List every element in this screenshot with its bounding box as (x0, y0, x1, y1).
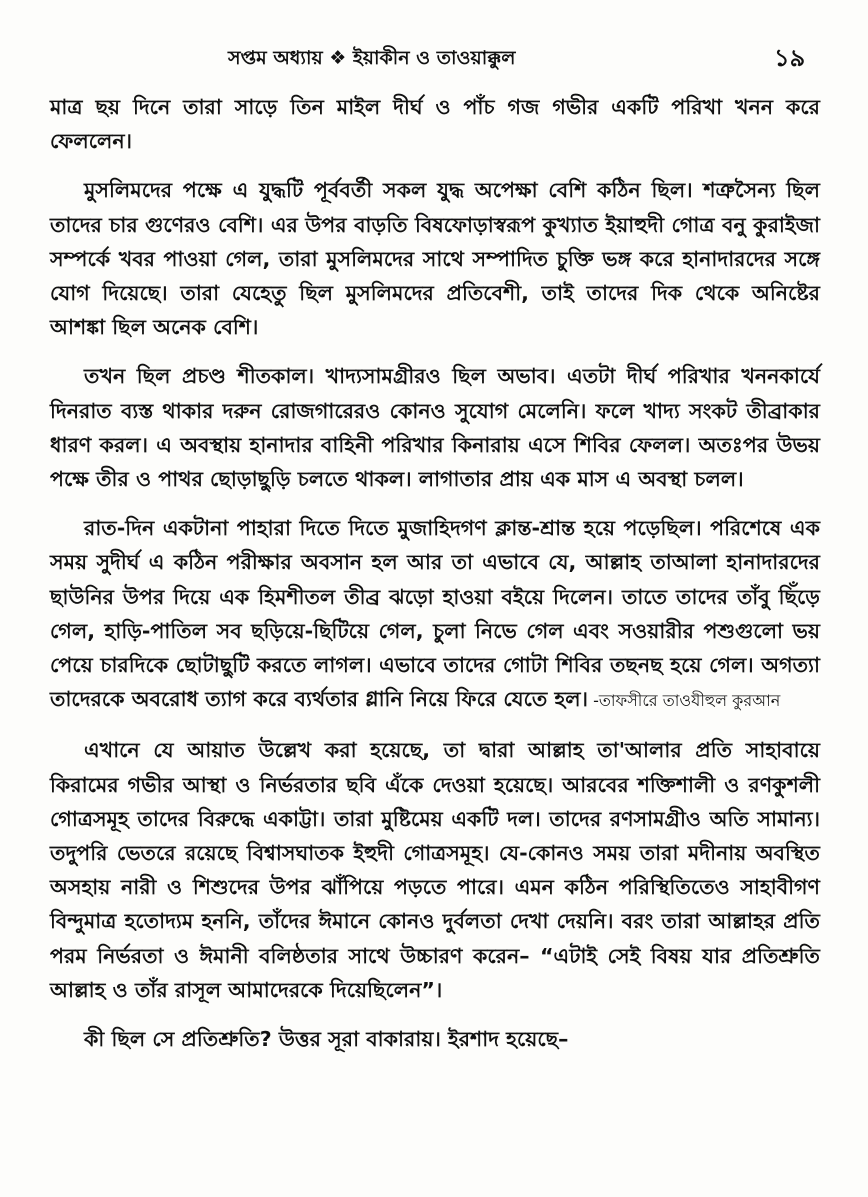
citation-source: -তাফসীরে তাওযীহুল কুরআন (588, 691, 781, 711)
page-number: ১৯ (774, 44, 806, 72)
paragraph-1: মাত্র ছয় দিনে তারা সাড়ে তিন মাইল দীর্ঘ ও পাঁচ গজ গভীর একটি পরিখা খনন করে ফেললেন। (50, 95, 820, 154)
paragraph-5: এখানে যে আয়াত উল্লেখ করা হয়েছে, তা দ্বারা আল্লাহ তা'আলার প্রতি সাহাবায়ে কিরামের গভীর আস্থা ও নির্ভরতার ছবি এঁকে দেওয়া হয়েছে। আরবের শক্তিশালী ও রণকুশলী গোত্রসমূহ তাদের বিরুদ্ধে একাট্টা। তারা মুষ্টিমেয় একটি দল। তাদের রণসামগ্রীও অতি সামান্য। তদুপরি ভেতরে রয়েছে বিশ্বাসঘাতক ইহুদী গোত্রসমূহ। যে-কোনও সময় তারা মদীনায় অবস্থিত অসহায় নারী ও শিশুদের উপর ঝাঁপিয়ে পড়তে পারে। এমন কঠিন পরিস্থিতিতেও সাহাবীগণ বিন্দুমাত্র হতোদ্যম হননি, তাঁদের ঈমানে কোনও দুর্বলতা দেখা দেয়নি। বরং তারা আল্লাহর প্রতি পরম নির্ভরতা ও ঈমানী বলিষ্ঠতার সাথে উচ্চারণ করেন– “এটাই সেই বিষয় যার প্রতিশ্রুতি আল্লাহ ও তাঁর রাসূল আমাদেরকে দিয়েছিলেন”। (50, 738, 820, 1002)
paragraph-4 (50, 511, 820, 718)
body-text (50, 90, 820, 1071)
running-head: সপ্তম অধ্যায় ❖ ইয়াকীন ও তাওয়াক্কুল (228, 47, 516, 69)
paragraph-6: কী ছিল সে প্রতিশ্রুতি? উত্তর সূরা বাকারায়। ইরশাদ হয়েছে– (84, 1027, 569, 1052)
paragraph-3: তখন ছিল প্রচণ্ড শীতকাল। খাদ্যসামগ্রীরও ছিল অভাব। এতটা দীর্ঘ পরিখার খননকার্যে দিনরাত ব্যস্ত থাকার দরুন রোজগারেরও কোনও সুযোগ মেলেনি। ফলে খাদ্য সংকট তীব্রাকার ধারণ করল। এ অবস্থায় হানাদার বাহিনী পরিখার কিনারায় এসে শিবির ফেলল। অতঃপর উভয় পক্ষে তীর ও পাথর ছোড়াছুড়ি চলতে থাকল। লাগাতার প্রায় এক মাস এ অবস্থা চলল। (50, 364, 820, 492)
paragraph-4-text: রাত-দিন একটানা পাহারা দিতে দিতে মুজাহিদগণ ক্লান্ত-শ্রান্ত হয়ে পড়েছিল। পরিশেষে এক সময় সুদীর্ঘ এ কঠিন পরীক্ষার অবসান হল আর তা এভাবে যে, আল্লাহ তাআলা হানাদারদের ছাউনির উপর দিয়ে এক হিমশীতল তীব্র ঝড়ো হাওয়া বইয়ে দিলেন। তাতে তাদের তাঁবু ছিঁড়ে গেল, হাড়ি-পাতিল সব ছড়িয়ে-ছিটিয়ে গেল, চুলা নিভে গেল এবং সওয়ারীর পশুগুলো ভয় পেয়ে চারদিকে ছোটাছুটি করতে লাগল। এভাবে তাদের গোটা শিবির তছনছ হয়ে গেল। অগত্যা তাদেরকে অবরোধ ত্যাগ করে ব্যর্থতার গ্লানি নিয়ে ফিরে যেতে হল। (50, 516, 820, 712)
paragraph-2: মুসলিমদের পক্ষে এ যুদ্ধটি পূর্ববর্তী সকল যুদ্ধ অপেক্ষা বেশি কঠিন ছিল। শত্রুসৈন্য ছিল তাদের চার গুণেরও বেশি। এর উপর বাড়তি বিষফোড়াস্বরূপ কুখ্যাত ইয়াহুদী গোত্র বনু কুরাইজা সম্পর্কে খবর পাওয়া গেল, তারা মুসলিমদের সাথে সম্পাদিত চুক্তি ভঙ্গ করে হানাদারদের সঙ্গে যোগ দিয়েছে। তারা যেহেতু ছিল মুসলিমদের প্রতিবেশী, তাই তাদের দিক থেকে অনিষ্টের আশঙ্কা ছিল অনেক বেশি। (50, 178, 820, 340)
page-header (0, 38, 868, 78)
